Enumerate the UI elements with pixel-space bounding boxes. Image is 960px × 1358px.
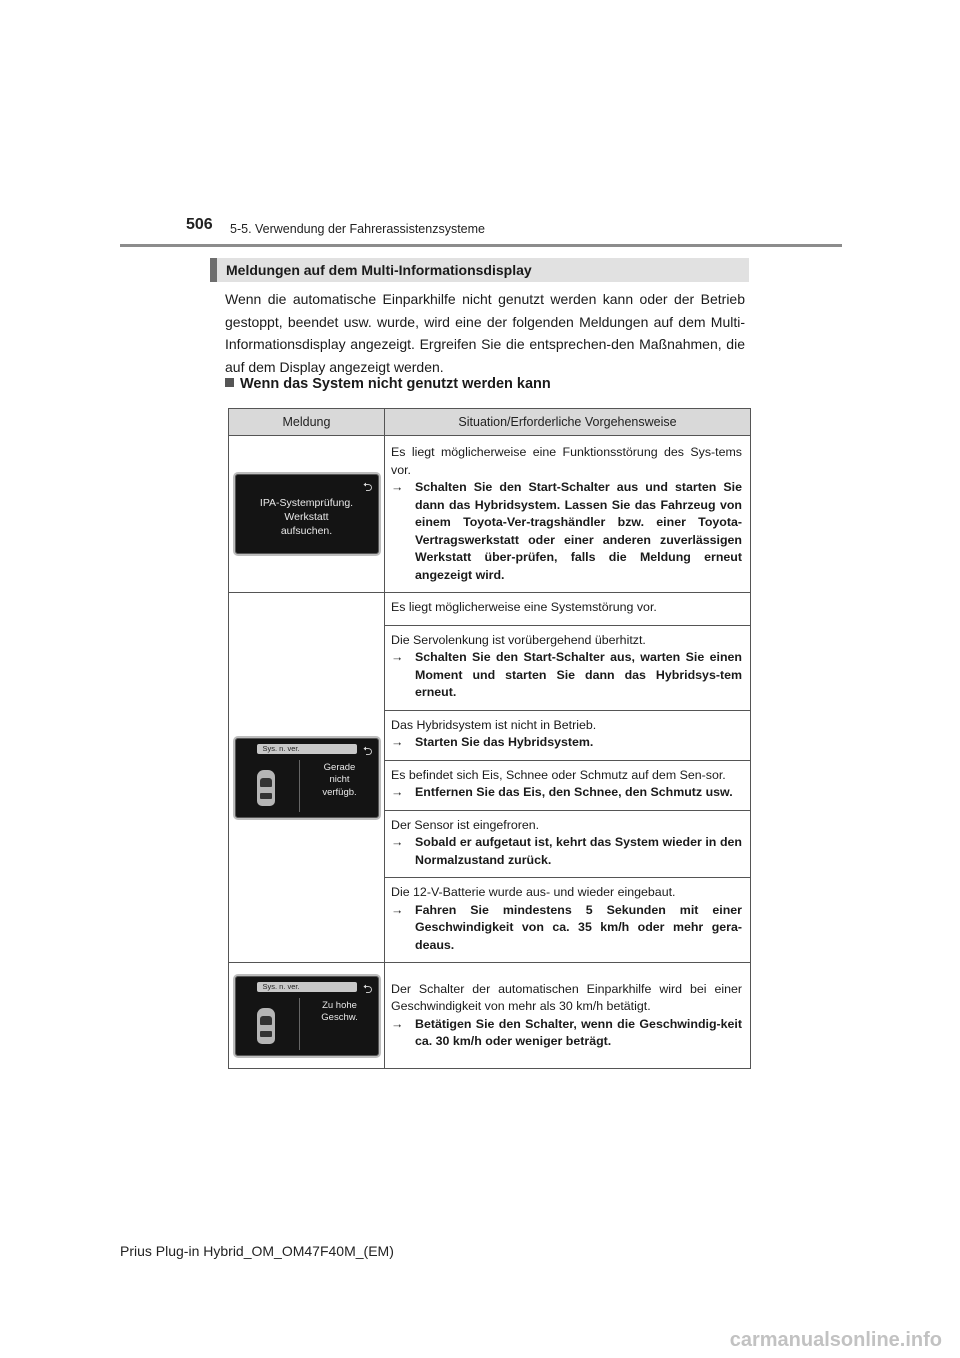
display-line: verfügb. (322, 786, 357, 798)
footer-doc-id: Prius Plug-in Hybrid_OM_OM47F40M_(EM) (120, 1243, 394, 1259)
display-line: aufsuchen. (280, 525, 333, 537)
square-bullet-icon (225, 378, 234, 387)
display-message (301, 762, 379, 800)
message-table (228, 408, 751, 1069)
header-rule (120, 244, 842, 247)
display-screen-too-fast (233, 974, 381, 1058)
table-row (229, 963, 751, 1069)
car-icon (257, 770, 275, 806)
situation-block (385, 593, 750, 626)
display-divider (299, 760, 300, 812)
situation-block (385, 711, 750, 761)
situation-text: Es liegt möglicherweise eine Systemstörung vor. (391, 600, 657, 614)
page-number: 506 (186, 216, 213, 233)
arrow-icon: → (391, 835, 404, 849)
car-icon (257, 1008, 275, 1044)
message-image-cell (229, 593, 385, 963)
subheading (225, 376, 551, 392)
situation-cell (385, 436, 751, 593)
situation-block (385, 878, 750, 962)
message-image-cell (229, 436, 385, 593)
chapter-title: 5-5. Verwendung der Fahrerassistenzsysteme (230, 222, 485, 236)
intro-paragraph: Wenn die automatische Einparkhilfe nicht genutzt werden kann oder der Betrieb gestoppt, beendet usw. wurde, wird eine der folgenden Meldungen auf dem Multi-Informationsdisplay angezeigt. Ergreifen Sie die entsprechen-den Maßnahmen, die auf dem Display angezeigt werden. (225, 291, 745, 375)
display-status-bar: Sys. n. ver. (257, 744, 357, 754)
action-body: Schalten Sie den Start-Schalter aus, warten Sie einen Moment und starten Sie dann das Hybridsys-tem erneut. (415, 650, 742, 699)
situation-cell (385, 963, 751, 1069)
message-image-cell (229, 963, 385, 1069)
action-body: Betätigen Sie den Schalter, wenn die Geschwindig-keit ca. 30 km/h oder weniger beträgt. (415, 1016, 742, 1048)
action-body: Entfernen Sie das Eis, den Schnee, den Schmutz usw. (415, 785, 733, 799)
action-text (391, 649, 742, 702)
arrow-icon: → (391, 735, 404, 749)
action-body: Fahren Sie mindestens 5 Sekunden mit einer Geschwindigkeit von ca. 35 km/h oder mehr gera-deaus. (415, 902, 742, 952)
situation-block (385, 811, 750, 879)
arrow-icon: → (391, 902, 404, 917)
display-status-bar: Sys. n. ver. (257, 982, 357, 992)
display-screen-ipa-check (233, 472, 381, 556)
action-text (391, 902, 742, 955)
display-message (235, 496, 379, 538)
display-line: nicht (329, 774, 350, 785)
action-body: Schalten Sie den Start-Schalter aus und starten Sie dann das Hybridsystem. Lassen Sie das Fahrzeug von einem Toyota-Ver-tragshändler bzw. einer Toyota-Vertragswerkstatt oder einer anderen zuverlässigen Werkstatt über-prüfen, falls die Meldung erneut angezeigt wird. (415, 480, 742, 582)
return-icon: ⮌ (362, 743, 373, 758)
subheading-text: Wenn das System nicht genutzt werden kann (240, 376, 551, 392)
display-screen-not-available (233, 736, 381, 820)
display-line: Gerade (323, 761, 356, 773)
action-text (391, 1016, 742, 1051)
display-message (301, 1000, 379, 1025)
arrow-icon: → (391, 1016, 404, 1031)
action-text (391, 479, 742, 584)
display-line: Geschw. (321, 1012, 358, 1023)
action-body: Sobald er aufgetaut ist, kehrt das System wieder in den Normalzustand zurück. (415, 835, 742, 867)
situation-block (385, 626, 750, 711)
display-line: Zu hohe (322, 999, 357, 1011)
arrow-icon: → (391, 480, 404, 494)
situation-text: Das Hybridsystem ist nicht in Betrieb. (391, 717, 597, 732)
action-text (391, 834, 742, 869)
display-line: Werkstatt (284, 511, 329, 523)
situation-text: Es liegt möglicherweise eine Funktionsstörung des Sys-tems vor. (391, 445, 742, 477)
situation-block (385, 761, 750, 811)
action-text (391, 734, 742, 752)
column-header-message: Meldung (229, 409, 385, 436)
display-divider (299, 998, 300, 1050)
section-heading: Meldungen auf dem Multi-Informationsdisplay (210, 258, 749, 282)
action-body: Starten Sie das Hybridsystem. (415, 735, 594, 749)
return-icon: ⮌ (362, 480, 373, 494)
situation-text: Der Schalter der automatischen Einparkhilfe wird bei einer Geschwindigkeit von mehr als 30 km/h betätigt. (391, 981, 742, 1013)
watermark: carmanualsonline.info (729, 1329, 942, 1351)
table-row (229, 593, 751, 963)
column-header-situation: Situation/Erforderliche Vorgehensweise (385, 409, 751, 436)
arrow-icon: → (391, 650, 404, 664)
situation-text: Die Servolenkung ist vorübergehend überhitzt. (391, 632, 646, 647)
display-line: IPA-Systemprüfung. (259, 497, 354, 509)
arrow-icon: → (391, 785, 404, 799)
situation-text: Die 12-V-Batterie wurde aus- und wieder eingebaut. (391, 885, 676, 899)
table-header-row (229, 409, 751, 436)
situation-cell (385, 593, 751, 963)
situation-text: Es befindet sich Eis, Schnee oder Schmutz auf dem Sen-sor. (391, 767, 726, 782)
situation-text: Der Sensor ist eingefroren. (391, 817, 540, 832)
return-icon: ⮌ (362, 981, 373, 996)
action-text (391, 784, 742, 802)
table-row (229, 436, 751, 593)
